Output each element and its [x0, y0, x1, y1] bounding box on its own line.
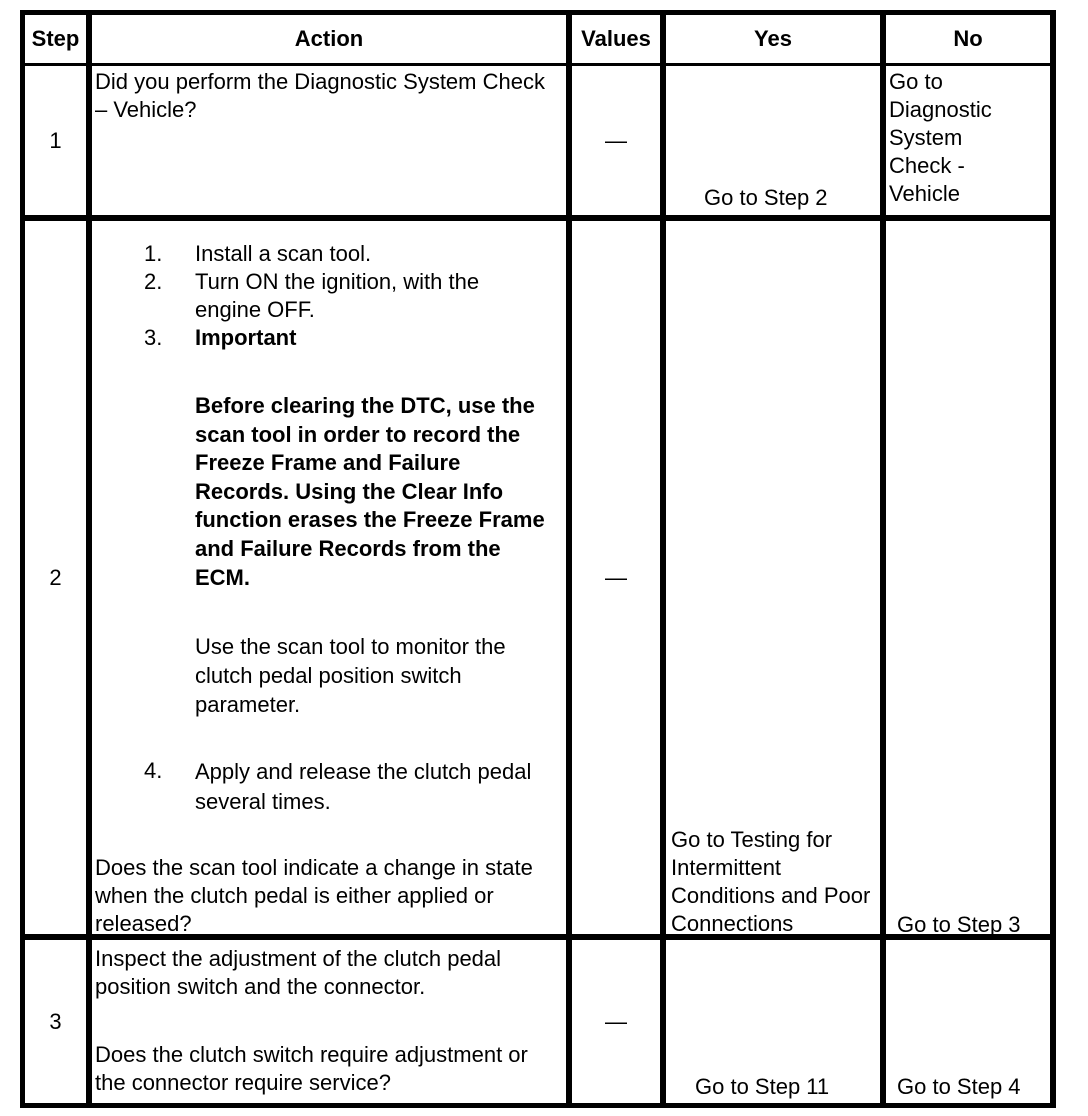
header-no [886, 15, 1050, 63]
row1-action [92, 66, 566, 215]
action-text: Did you perform the Diagnostic System Check – Vehicle? [95, 69, 545, 122]
row2-values [572, 221, 660, 934]
step-number: 2 [49, 564, 62, 590]
header-values [572, 15, 660, 63]
list-number-1: 1. [144, 241, 163, 266]
row3-action [92, 940, 566, 1103]
row2-step [25, 221, 86, 934]
header-step [25, 15, 86, 63]
row2-no [886, 221, 1050, 937]
diagnostic-table [20, 10, 1056, 1108]
no-link[interactable]: Go to Step 3 [897, 912, 1021, 937]
row1-values [572, 66, 660, 215]
yes-link[interactable]: Go to Testing for Intermittent Conditions and Poor Connections [671, 827, 871, 936]
no-link[interactable]: Go to Step 4 [897, 1074, 1021, 1099]
list-number-2: 2. [144, 269, 163, 294]
step-number: 1 [49, 127, 62, 153]
row3-step [25, 940, 86, 1103]
list-item-1: Install a scan tool. [195, 241, 372, 266]
row3-yes [666, 940, 880, 1103]
row1-yes [666, 66, 880, 215]
header-step-label: Step [31, 26, 80, 51]
row1-step [25, 66, 86, 215]
list-item-4: Apply and release the clutch pedal several times. [195, 759, 532, 814]
row3-no [886, 940, 1050, 1103]
header-yes-label: Yes [754, 26, 792, 51]
header-values-label: Values [581, 26, 651, 51]
important-note: Before clearing the DTC, use the scan tool in order to record the Freeze Frame and Failure Records. Using the Clear Info function erases the Freeze Frame and Failure Records from the ECM. [195, 393, 545, 590]
row2-question: Does the scan tool indicate a change in state when the clutch pedal is either applied or released? [95, 855, 533, 936]
yes-link[interactable]: Go to Step 11 [695, 1074, 830, 1099]
header-action [92, 15, 566, 63]
important-label: Important [195, 325, 297, 350]
no-link[interactable]: Go to Diagnostic System Check - Vehicle [889, 69, 992, 206]
list-number-3: 3. [144, 325, 163, 350]
action-text: Inspect the adjustment of the clutch pedal position switch and the connector. [95, 946, 502, 999]
values-dash: — [605, 564, 627, 590]
row1-no [886, 66, 1050, 215]
list-number-4: 4. [144, 758, 163, 783]
row3-values [572, 940, 660, 1103]
step-number: 3 [49, 1008, 62, 1034]
values-dash: — [605, 1008, 627, 1034]
header-no-label: No [953, 26, 983, 51]
header-yes [666, 15, 880, 63]
values-dash: — [605, 127, 627, 153]
row3-question: Does the clutch switch require adjustment or the connector require service? [95, 1042, 528, 1095]
header-action-label: Action [294, 26, 364, 51]
row2-action [92, 221, 566, 934]
row2-yes [666, 221, 880, 934]
monitor-instruction: Use the scan tool to monitor the clutch pedal position switch parameter. [195, 634, 506, 717]
yes-link[interactable]: Go to Step 2 [704, 185, 828, 210]
list-item-2: Turn ON the ignition, with the engine OFF. [195, 269, 480, 322]
